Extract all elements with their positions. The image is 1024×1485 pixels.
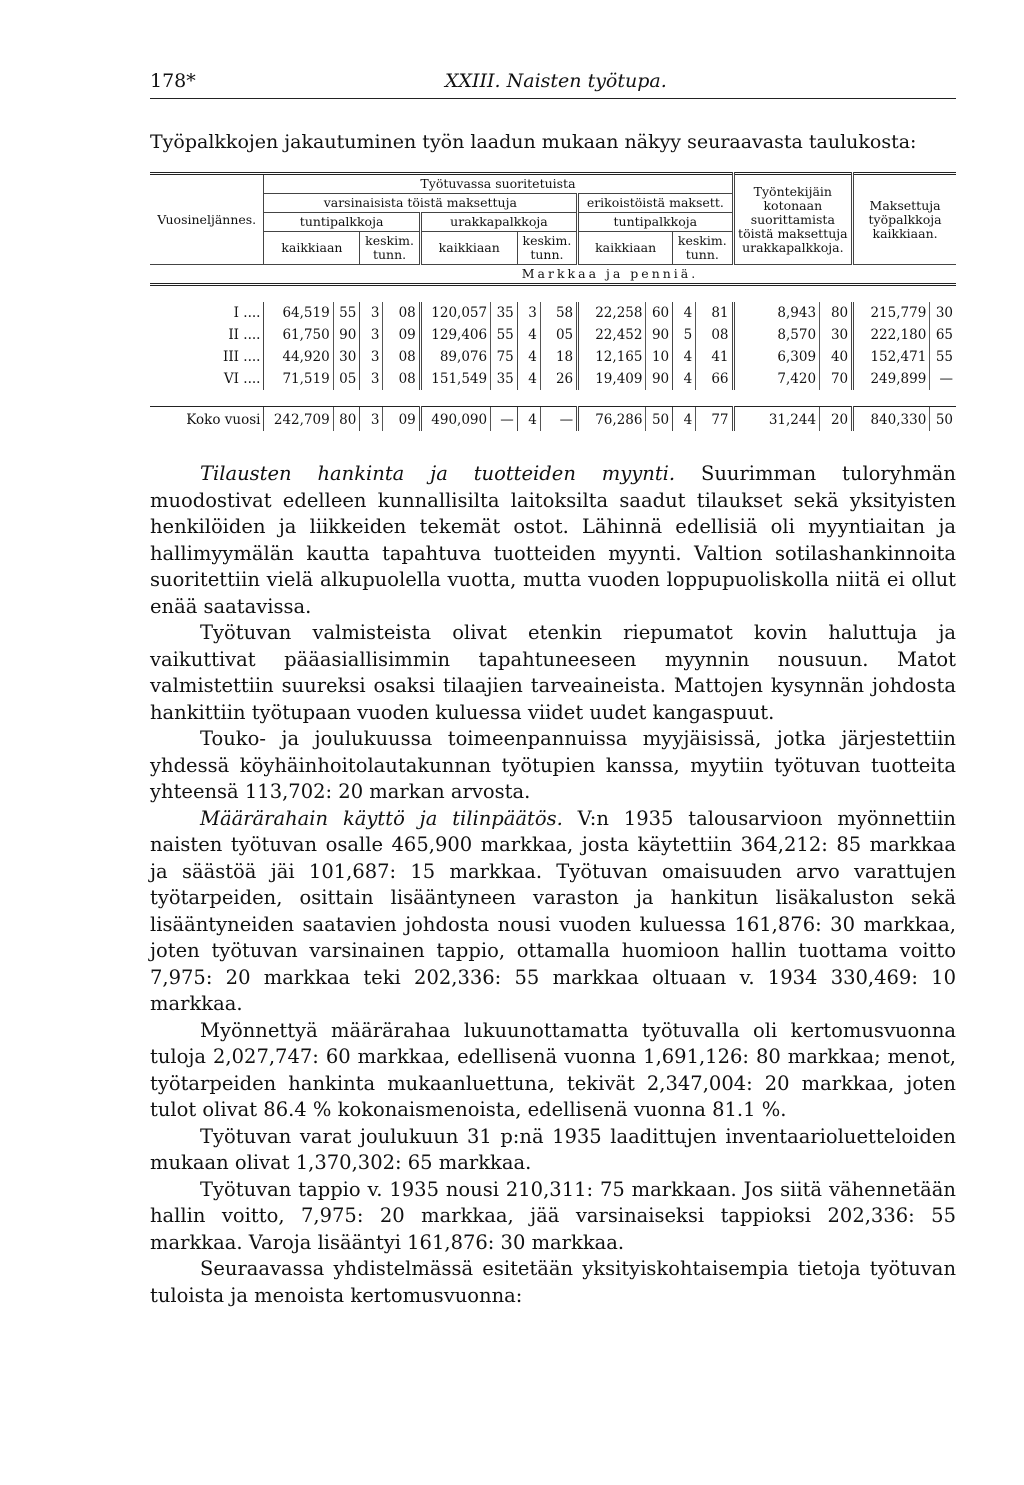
table-cell: 71,519 [264,368,333,390]
table-cell: 222,180 [853,324,930,346]
table-cell: 3 [360,302,383,324]
table-cell: 4 [517,346,540,368]
intro-paragraph: Työpalkkojen jakautuminen työn laadun mukaan näkyy seuraavasta taulukosta: [150,131,917,153]
section-lead: Määrärahain käyttö ja tilinpäätös. [200,806,563,830]
paragraph-text: Työtuvan varat joulukuun 31 p:nä 1935 laadittujen inventaarioluetteloiden mukaan olivat 1,370,302: 65 markkaa. [150,1124,956,1174]
quarter-label: III .... [222,349,261,365]
paragraph [150,1124,956,1177]
header-avg-1: keskim. tunn. [360,232,420,265]
table-cell: 3 [360,346,383,368]
header-avg-2: keskim. tunn. [517,232,577,265]
quarter-label: Koko vuosi [150,407,264,432]
table-cell: 81 [696,302,733,324]
paragraph-text: Työtuvan tappio v. 1935 nousi 210,311: 75 markkaan. Jos siitä vähennetään hallin voitto, 7,975: 20 markkaa, jää varsinaiseksi tappioksi 202,336: 55 markkaa. Varoja lisääntyi 161,876: 30 markkaa. [150,1177,956,1254]
table-cell: 89,076 [420,346,490,368]
table-cell: 20 [820,407,853,432]
table-cell: 490,090 [420,407,490,432]
table-row [150,346,956,368]
table-row [150,302,956,324]
table-cell: 4 [517,407,540,432]
table-cell: 80 [820,302,853,324]
table-cell: 10 [646,346,673,368]
paragraph [150,1018,956,1124]
table-cell: 58 [540,302,577,324]
body-text [150,461,956,1309]
document-page [150,70,956,1309]
table-cell: 55 [333,302,360,324]
table-cell: 50 [646,407,673,432]
paragraph-text: V:n 1935 talousarvioon myönnettiin naisten työtuvan osalle 465,900 markkaa, josta käytettiin 364,212: 85 markkaa ja säästöä jäi 101,687: 15 markkaa. Työtuvan omaisuuden arvo varattujen työtarpeiden, osittain lisääntyneen varaston ja hankitun lisäkaluston sekä lisääntyneiden saatavien johdosta nousi vuoden kuluessa 161,876: 30 markkaa, joten työtuvan varsinainen tappio, ottamalla huomioon hallin tuottama voitto 7,975: 20 markkaa teki 202,336: 55 markkaa oltuaan v. 1934 330,469: 10 markkaa. [150,806,956,1015]
paragraph [150,1177,956,1257]
table-row [150,368,956,390]
running-title: XXIII. Naisten työtupa. [444,70,667,92]
table-cell: 08 [383,368,420,390]
table-cell: 55 [491,324,518,346]
table-cell: 40 [820,346,853,368]
table-cell: 26 [540,368,577,390]
table-cell: 50 [930,407,956,432]
table-cell: 31,244 [733,407,820,432]
header-special: erikoistöistä maksett. [578,194,733,213]
table-cell: 8,943 [733,302,820,324]
header-piece: urakkapalkkoja [420,213,577,232]
paragraph [150,1256,956,1309]
table-cell: 55 [930,346,956,368]
table-cell: 215,779 [853,302,930,324]
wage-table [150,172,956,431]
table-cell: 80 [333,407,360,432]
table-cell: 18 [540,346,577,368]
table-cell: 7,420 [733,368,820,390]
table-cell: 129,406 [420,324,490,346]
table-cell: 151,549 [420,368,490,390]
table-cell: 19,409 [578,368,646,390]
table-cell: 30 [333,346,360,368]
table-cell: 22,452 [578,324,646,346]
table-cell: 09 [383,324,420,346]
header-avg-3: keskim. tunn. [673,232,733,265]
table-cell: 05 [540,324,577,346]
table-cell: 4 [673,346,696,368]
paragraph [150,620,956,726]
table-cell: 152,471 [853,346,930,368]
table-cell: 6,309 [733,346,820,368]
table-cell: 66 [696,368,733,390]
header-units: Markkaa ja penniä. [264,265,956,285]
table-cell: 12,165 [578,346,646,368]
table-cell: 22,258 [578,302,646,324]
table-row [150,324,956,346]
table-cell: — [540,407,577,432]
header-total-wages: Maksettuja työpalkkoja kaikkiaan. [853,174,956,265]
table-cell: 70 [820,368,853,390]
paragraph-text: Seuraavassa yhdistelmässä esitetään yksityiskohtaisempia tietoja työtuvan tuloista ja menoista kertomusvuonna: [150,1257,956,1307]
table-cell: 61,750 [264,324,333,346]
table-cell: 35 [491,368,518,390]
table-cell: 4 [517,324,540,346]
table-cell: 3 [360,407,383,432]
table-cell: 4 [673,302,696,324]
table-cell: 90 [646,368,673,390]
page-header [150,70,956,99]
quarter-label: II .... [228,327,261,343]
header-total-1: kaikkiaan [264,232,360,265]
table-cell: 08 [383,302,420,324]
table-cell: 35 [491,302,518,324]
header-total-2: kaikkiaan [420,232,517,265]
table-cell: 3 [517,302,540,324]
paragraph [150,806,956,1018]
table-cell: 64,519 [264,302,333,324]
section-lead: Tilausten hankinta ja tuotteiden myynti. [200,462,676,485]
paragraph-text: Työtuvan valmisteista olivat etenkin riepumatot kovin haluttuja ja vaikuttivat pääasiallisimmin tapahtuneeseen myynnin nousuun. Matot valmistettiin suureksi osaksi tilaajien tarveaineista. Mattojen kysynnän johdosta hankittiin työtupaan vuoden kuluessa viidet uudet kangaspuut. [150,621,956,724]
table-cell: 08 [383,346,420,368]
header-hourly: tuntipalkkoja [264,213,420,232]
table-cell: 3 [360,368,383,390]
paragraph-text: Touko- ja joulukuussa toimeenpannuissa myyjäisissä, jotka järjestettiin yhdessä köyhäinhoitolautakunnan työtupien kanssa, myytiin työtuvan tuotteita yhteensä 113,702: 20 markan arvosta. [150,727,956,803]
table-cell: 65 [930,324,956,346]
table-cell: 41 [696,346,733,368]
table-cell: 75 [491,346,518,368]
header-total-3: kaikkiaan [578,232,673,265]
table-cell: 44,920 [264,346,333,368]
paragraph [150,461,956,620]
header-hourly-special: tuntipalkkoja [578,213,733,232]
table-row [150,407,956,432]
header-quarter: Vuosineljännes. [157,211,257,227]
table-cell: 4 [673,368,696,390]
table-cell: 120,057 [420,302,490,324]
table-cell: 30 [820,324,853,346]
header-home-work: Työntekijäin kotonaan suorittamista töistä maksettuja urakkapalkkoja. [733,174,853,265]
table-cell: 90 [646,324,673,346]
table-cell: 77 [696,407,733,432]
table-cell: 90 [333,324,360,346]
table-cell: 840,330 [853,407,930,432]
table-cell: 08 [696,324,733,346]
table-cell: 4 [673,407,696,432]
paragraph-text: Myönnettyä määrärahaa lukuunottamatta työtuvalla oli kertomusvuonna tuloja 2,027,747: 60 markkaa, edellisenä vuonna 1,691,126: 80 markkaa; menot, työtarpeiden hankinta mukaanluettuna, tekivät 2,347,004: 20 markkaa, joten tulot olivat 86.4 % kokonaismenoista, edellisenä vuonna 81.1 %. [150,1018,956,1121]
page-number: 178* [150,70,196,92]
table-cell: 60 [646,302,673,324]
quarter-label: VI .... [223,371,261,387]
table-cell: 3 [360,324,383,346]
table-cell: — [930,368,956,390]
table-cell: 4 [517,368,540,390]
header-regular: varsinaisista töistä maksettuja [264,194,578,213]
table-cell: 5 [673,324,696,346]
table-cell: 05 [333,368,360,390]
table-cell: 76,286 [578,407,646,432]
table-body [150,285,956,432]
table-cell: 249,899 [853,368,930,390]
quarter-label: I .... [233,305,261,321]
paragraph-text: Suurimman tuloryhmän muodostivat edelleen kunnallisilta laitoksilta saadut tilaukset sekä yksityisten henkilöiden ja liikkeiden tekemät ostot. Lähinnä edellisiä oli myyntiaitan ja hallimyymälän kautta tapahtuva tuotteiden myynti. Valtion sotilashankinnoita suoritettiin vielä alkupuolella vuotta, mutta vuoden loppupuoliskolla niitä ei ollut enää saatavissa. [150,462,956,618]
table-cell: — [491,407,518,432]
table-cell: 8,570 [733,324,820,346]
table-cell: 09 [383,407,420,432]
header-workshop: Työtuvassa suoritetuista [264,174,733,194]
paragraph [150,726,956,806]
table-cell: 242,709 [264,407,333,432]
table-cell: 30 [930,302,956,324]
